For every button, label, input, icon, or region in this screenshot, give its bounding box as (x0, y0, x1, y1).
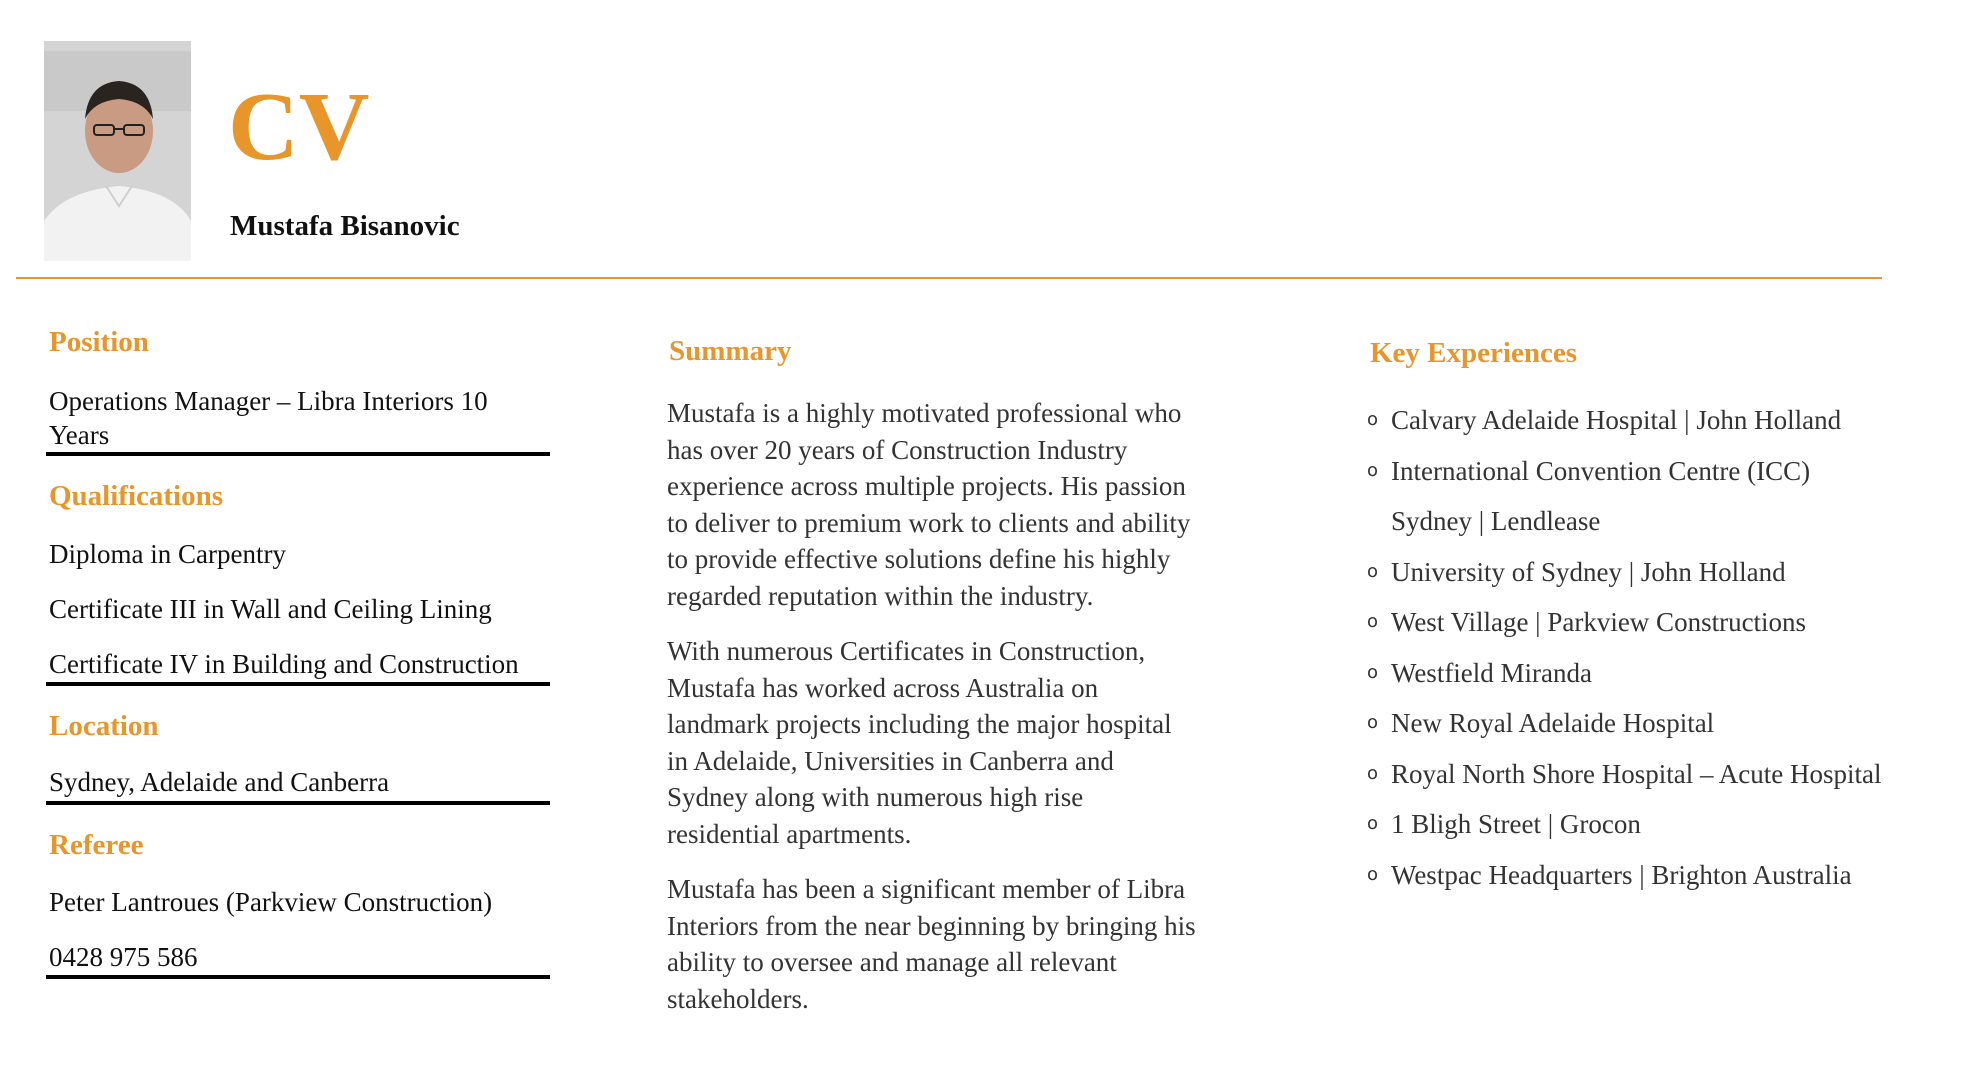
section-divider (46, 452, 550, 456)
qualification-item: Diploma in Carpentry (49, 539, 286, 569)
list-item (1367, 547, 1887, 598)
experience-text: New Royal Adelaide Hospital (1391, 708, 1715, 738)
list-item (1367, 799, 1887, 850)
location-heading: Location (49, 710, 159, 742)
experience-text: West Village | Parkview Constructions (1391, 607, 1807, 637)
qualification-item: Certificate III in Wall and Ceiling Lining (49, 594, 492, 624)
section-divider (46, 682, 550, 686)
bullet-icon: o (1367, 762, 1379, 784)
bullet-icon: o (1367, 409, 1379, 430)
experience-text: Westpac Headquarters | Brighton Australia (1391, 859, 1852, 890)
section-divider (46, 975, 550, 979)
location-text: Sydney, Adelaide and Canberra (49, 767, 390, 797)
experience-text: Westfield Miranda (1391, 657, 1593, 688)
position-text: Operations Manager – Libra Interiors 10 Years (49, 386, 488, 450)
list-item (1367, 395, 1887, 446)
summary-heading: Summary (669, 335, 792, 367)
summary-paragraph: Mustafa has been a significant member of Libra Interiors from the near beginning by bringing his ability to oversee and manage all relevant stakeholders. (667, 874, 1196, 1014)
list-item (1367, 850, 1887, 901)
key-experiences-heading: Key Experiences (1370, 337, 1577, 369)
referee-phone: 0428 975 586 (49, 942, 198, 972)
experience-text: 1 Bligh Street | Grocon (1391, 809, 1641, 839)
bullet-icon: o (1367, 611, 1379, 632)
list-item (1367, 597, 1887, 648)
section-divider (46, 801, 550, 805)
bullet-icon: o (1367, 661, 1379, 683)
profile-photo (44, 41, 191, 261)
qualifications-heading: Qualifications (49, 480, 224, 512)
bullet-icon: o (1367, 459, 1379, 481)
experience-text: University of Sydney | John Holland (1391, 556, 1786, 587)
cv-title: CV (228, 73, 370, 181)
experience-text: International Convention Centre (ICC) Sydney | Lendlease (1391, 455, 1811, 536)
experience-text: Royal North Shore Hospital – Acute Hospital (1391, 758, 1882, 789)
key-experiences-list (1367, 395, 1887, 900)
header-divider (16, 277, 1882, 279)
summary-paragraph: With numerous Certificates in Construction, Mustafa has worked across Australia on landmark projects including the major hospital in Adelaide, Universities in Canberra and Sydney along with numerous high rise residential apartments. (667, 636, 1172, 849)
list-item (1367, 698, 1887, 749)
position-heading: Position (49, 326, 149, 358)
list-item (1367, 446, 1887, 547)
candidate-name: Mustafa Bisanovic (230, 210, 460, 242)
referee-heading: Referee (49, 829, 144, 861)
summary-body (667, 395, 1197, 1036)
bullet-icon: o (1367, 813, 1379, 834)
qualification-item: Certificate IV in Building and Construction (49, 649, 519, 679)
bullet-icon: o (1367, 560, 1379, 582)
list-item (1367, 648, 1887, 699)
referee-name: Peter Lantroues (Parkview Construction) (49, 887, 493, 917)
bullet-icon: o (1367, 712, 1379, 733)
summary-paragraph: Mustafa is a highly motivated professional who has over 20 years of Construction Industry experience across multiple projects. His passion to deliver to premium work to clients and ability to provide effective solutions define his highly regarded reputation within the industry. (667, 398, 1191, 611)
bullet-icon: o (1367, 863, 1379, 885)
experience-text: Calvary Adelaide Hospital | John Holland (1391, 405, 1842, 435)
list-item (1367, 749, 1887, 800)
